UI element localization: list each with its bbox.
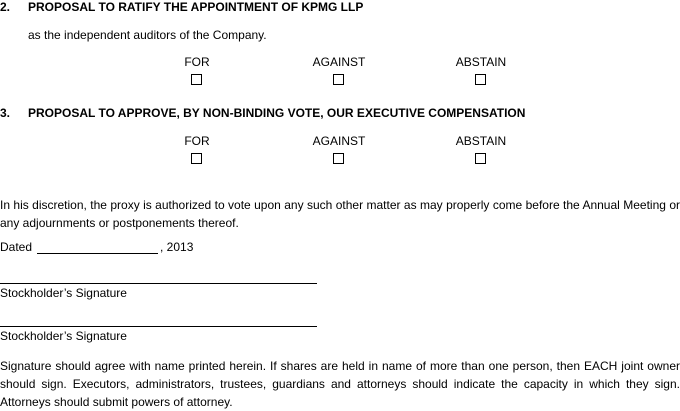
proposal-3-abstain-checkbox[interactable] <box>475 153 486 164</box>
second-signature-label: Stockholder’s Signature <box>0 329 127 343</box>
proposal-2-against-checkbox[interactable] <box>333 74 344 85</box>
discretion-paragraph: In his discretion, the proxy is authorized to vote upon any such other matter as may properly come before the Annual Meeting or any adjournments or postponements thereof. <box>0 198 680 230</box>
proposal-2-abstain-checkbox[interactable] <box>475 74 486 85</box>
proposal-2-for-checkbox[interactable] <box>191 74 202 85</box>
signature-instructions-paragraph: Signature should agree with name printed herein. If shares are held in name of more than one person, then EACH joint owner should sign. Executors, administrators, trustees, guardians and attorneys should indicate the capacity in which they sign. Attorneys should submit powers of attorney. <box>0 359 680 409</box>
proposal-3-for-label: FOR <box>184 134 210 148</box>
proposal-3-for-checkbox[interactable] <box>191 153 202 164</box>
second-signature-line[interactable] <box>0 326 317 327</box>
proposal-2-against-label: AGAINST <box>312 55 366 69</box>
date-input-line[interactable] <box>37 253 158 254</box>
proposal-2-title: PROPOSAL TO RATIFY THE APPOINTMENT OF KPMG LLP <box>28 0 364 14</box>
proposal-3-abstain-label: ABSTAIN <box>455 134 507 148</box>
proposal-2-abstain-label: ABSTAIN <box>455 55 507 69</box>
dated-label: Dated <box>0 240 33 254</box>
proposal-3-number: 3. <box>0 106 11 120</box>
proposal-2-for-label: FOR <box>184 55 210 69</box>
proposal-3-against-label: AGAINST <box>312 134 366 148</box>
proposal-2-number: 2. <box>0 0 11 14</box>
first-signature-line[interactable] <box>0 283 317 284</box>
proposal-3-against-checkbox[interactable] <box>333 153 344 164</box>
proposal-2-subtitle: as the independent auditors of the Company. <box>28 28 267 42</box>
dated-year: , 2013 <box>160 240 194 254</box>
proposal-3-title: PROPOSAL TO APPROVE, BY NON-BINDING VOTE, OUR EXECUTIVE COMPENSATION <box>28 106 526 120</box>
first-signature-label: Stockholder’s Signature <box>0 286 127 300</box>
